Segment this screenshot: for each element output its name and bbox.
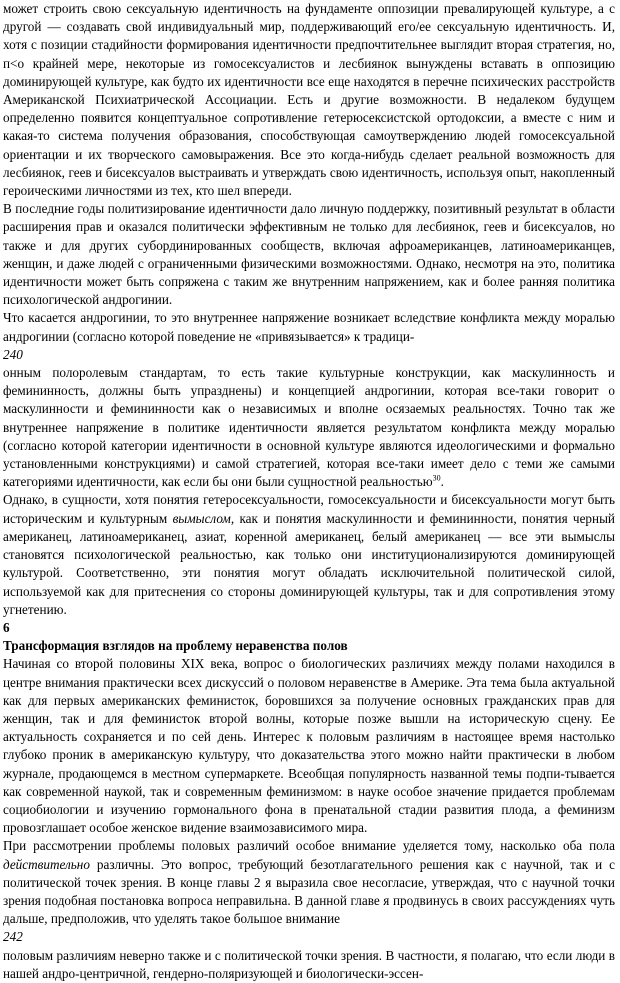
italic-word: действительно bbox=[3, 856, 90, 872]
section-heading: Трансформация взглядов на проблему неравенства полов bbox=[3, 638, 348, 654]
paragraph bbox=[3, 364, 615, 491]
paragraph-end: . bbox=[440, 474, 444, 490]
paragraph: В последние годы политизирование идентичности дало личную поддержку, позитивный результат в области расширения прав и оказался политически эффективным не только для лесбиянок, геев и бисексуалов, но также и для других субординированных сообществ, включая афроамериканцев, латиноамериканцев, женщин, и даже людей с ограниченными физическими возможностями. Однако, несмотря на это, политика идентичности может быть сопряжена с таким же внутренним напряжением, как и более ранняя политика психологической андрогинии. bbox=[3, 201, 615, 308]
footnote-marker: 30 bbox=[432, 473, 441, 483]
paragraph bbox=[3, 491, 615, 618]
paragraph-text: При рассмотрении проблемы половых различий особое внимание уделяется тому, насколько оба пола bbox=[3, 838, 615, 854]
italic-word: вымыслом, bbox=[172, 510, 235, 526]
paragraph: Начиная со второй половины XIX века, вопрос о биологических различиях между полами находился в центре внимания практически всех дискуссий о половом неравенстве в Америке. Эта тема была актуальной как для первых американских феминисток, боровшихся за получение основных гражданских прав для женщин, так и для феминисток второй волны, которые позже вышли на историческую сцену. Ее актуальность сохраняется и по сей день. Интерес к половым различиям в настоящее время настолько глубоко проник в американскую культуру, что доказательства этого можно найти практически в любом журнале, продающемся в местном супермаркете. Всеобщая популярность названной темы подпи-тывается как современной наукой, так и современным феминизмом: в науке особое значение придается проблемам социобиологии и изучению гормонального фона в пренатальной стадии развития плода, а феминизм провозглашает особое женское видение взаимозависимого мира. bbox=[3, 656, 615, 836]
paragraph bbox=[3, 837, 615, 928]
paragraph: может строить свою сексуальную идентичность на фундаменте оппозиции превалирующей культуре, а с другой — создавать свой индивидуальный мир, поддерживающий его/ее сексуальную идентичность. И, хотя с позиции стадийности формирования идентичности предпочтительнее выглядит вторая стратегия, но, п<о крайней мере, некоторые из гомосексуалистов и лесбиянок вынуждены вставать в оппозицию доминирующей культуре, как будто их идентичности все еще находятся в перечне психических расстройств Американской Психиатрической Ассоциации. Есть и другие возможности. В недалеком будущем определенно появится концептуальное сопротивление гетерюсексистской ортодоксии, а вместе с ним и какая-то система получения образования, способствующая самоутверждению людей гомосексуальной ориентации и их творческого самовыражения. Все это когда-нибудь сделает реальной возможность для лесбиянок, геев и бисексуалов выстраивать и утверждать свою идентичность, используя опыт, накопленный героическими личностями из тех, кто шел впереди. bbox=[3, 1, 615, 199]
paragraph-text: как и понятия маскулинности и фемининности, понятия черный американец, латиноамериканец, азиат, коренной американец, белый американец — все эти вымыслы становятся психологической реальностью, как только они институционализируются доминирующей культурой. Соответственно, эти понятия могут обладать исключительной политической силой, используемой как для притеснения со стороны доминирующей культуры, так и для сопротивления этому угнетению. bbox=[3, 510, 615, 617]
paragraph-text: онным полоролевым стандартам, то есть такие культурные конструкции, как маскулинность и фемининность, должны быть упразднены) и концепцией андрогинии, которая все-таки говорит о маскулинности и фемининности как о независимых и вполне осязаемых реальностях. Точно так же внутреннее напряжение в политике идентичности является результатом конфликта между моралью (согласно которой категории идентичности в основной культуре являются идеологическими и формально установленными конструкциями) и самой стратегией, которая все-таки имеет дело с теми же самыми категориями идентичности, как если бы они были сущностной реальностью bbox=[3, 365, 615, 490]
section-number: 6 bbox=[3, 619, 10, 635]
page-number: 240 bbox=[3, 346, 23, 362]
paragraph-text: различны. Это вопрос, требующий безотлагательного решения как с научной, так и с политической точек зрения. В конце главы 2 я выразила свое несогласие, утверждая, что с научной точки зрения подобная постановка вопроса неправильна. В данной главе я продвинусь в своих рассуждениях чуть дальше, предположив, что уделять такое большое внимание bbox=[3, 856, 615, 927]
page-number: 242 bbox=[3, 929, 23, 945]
paragraph: Что касается андрогинии, то это внутреннее напряжение возникает вследствие конфликта между моралью андрогинии (согласно которой поведение не «привязывается» к традици- bbox=[3, 310, 615, 344]
paragraph-text: Однако, в сущности, хотя понятия гетеросексуальности, гомосексуальности и бисексуальности могут быть историческим и культурным bbox=[3, 492, 615, 526]
paragraph: половым различиям неверно также и с политической точки зрения. В частности, я полагаю, что если люди в нашей андро-центричной, гендерно-поляризующей и биологически-эссен- bbox=[3, 947, 615, 981]
